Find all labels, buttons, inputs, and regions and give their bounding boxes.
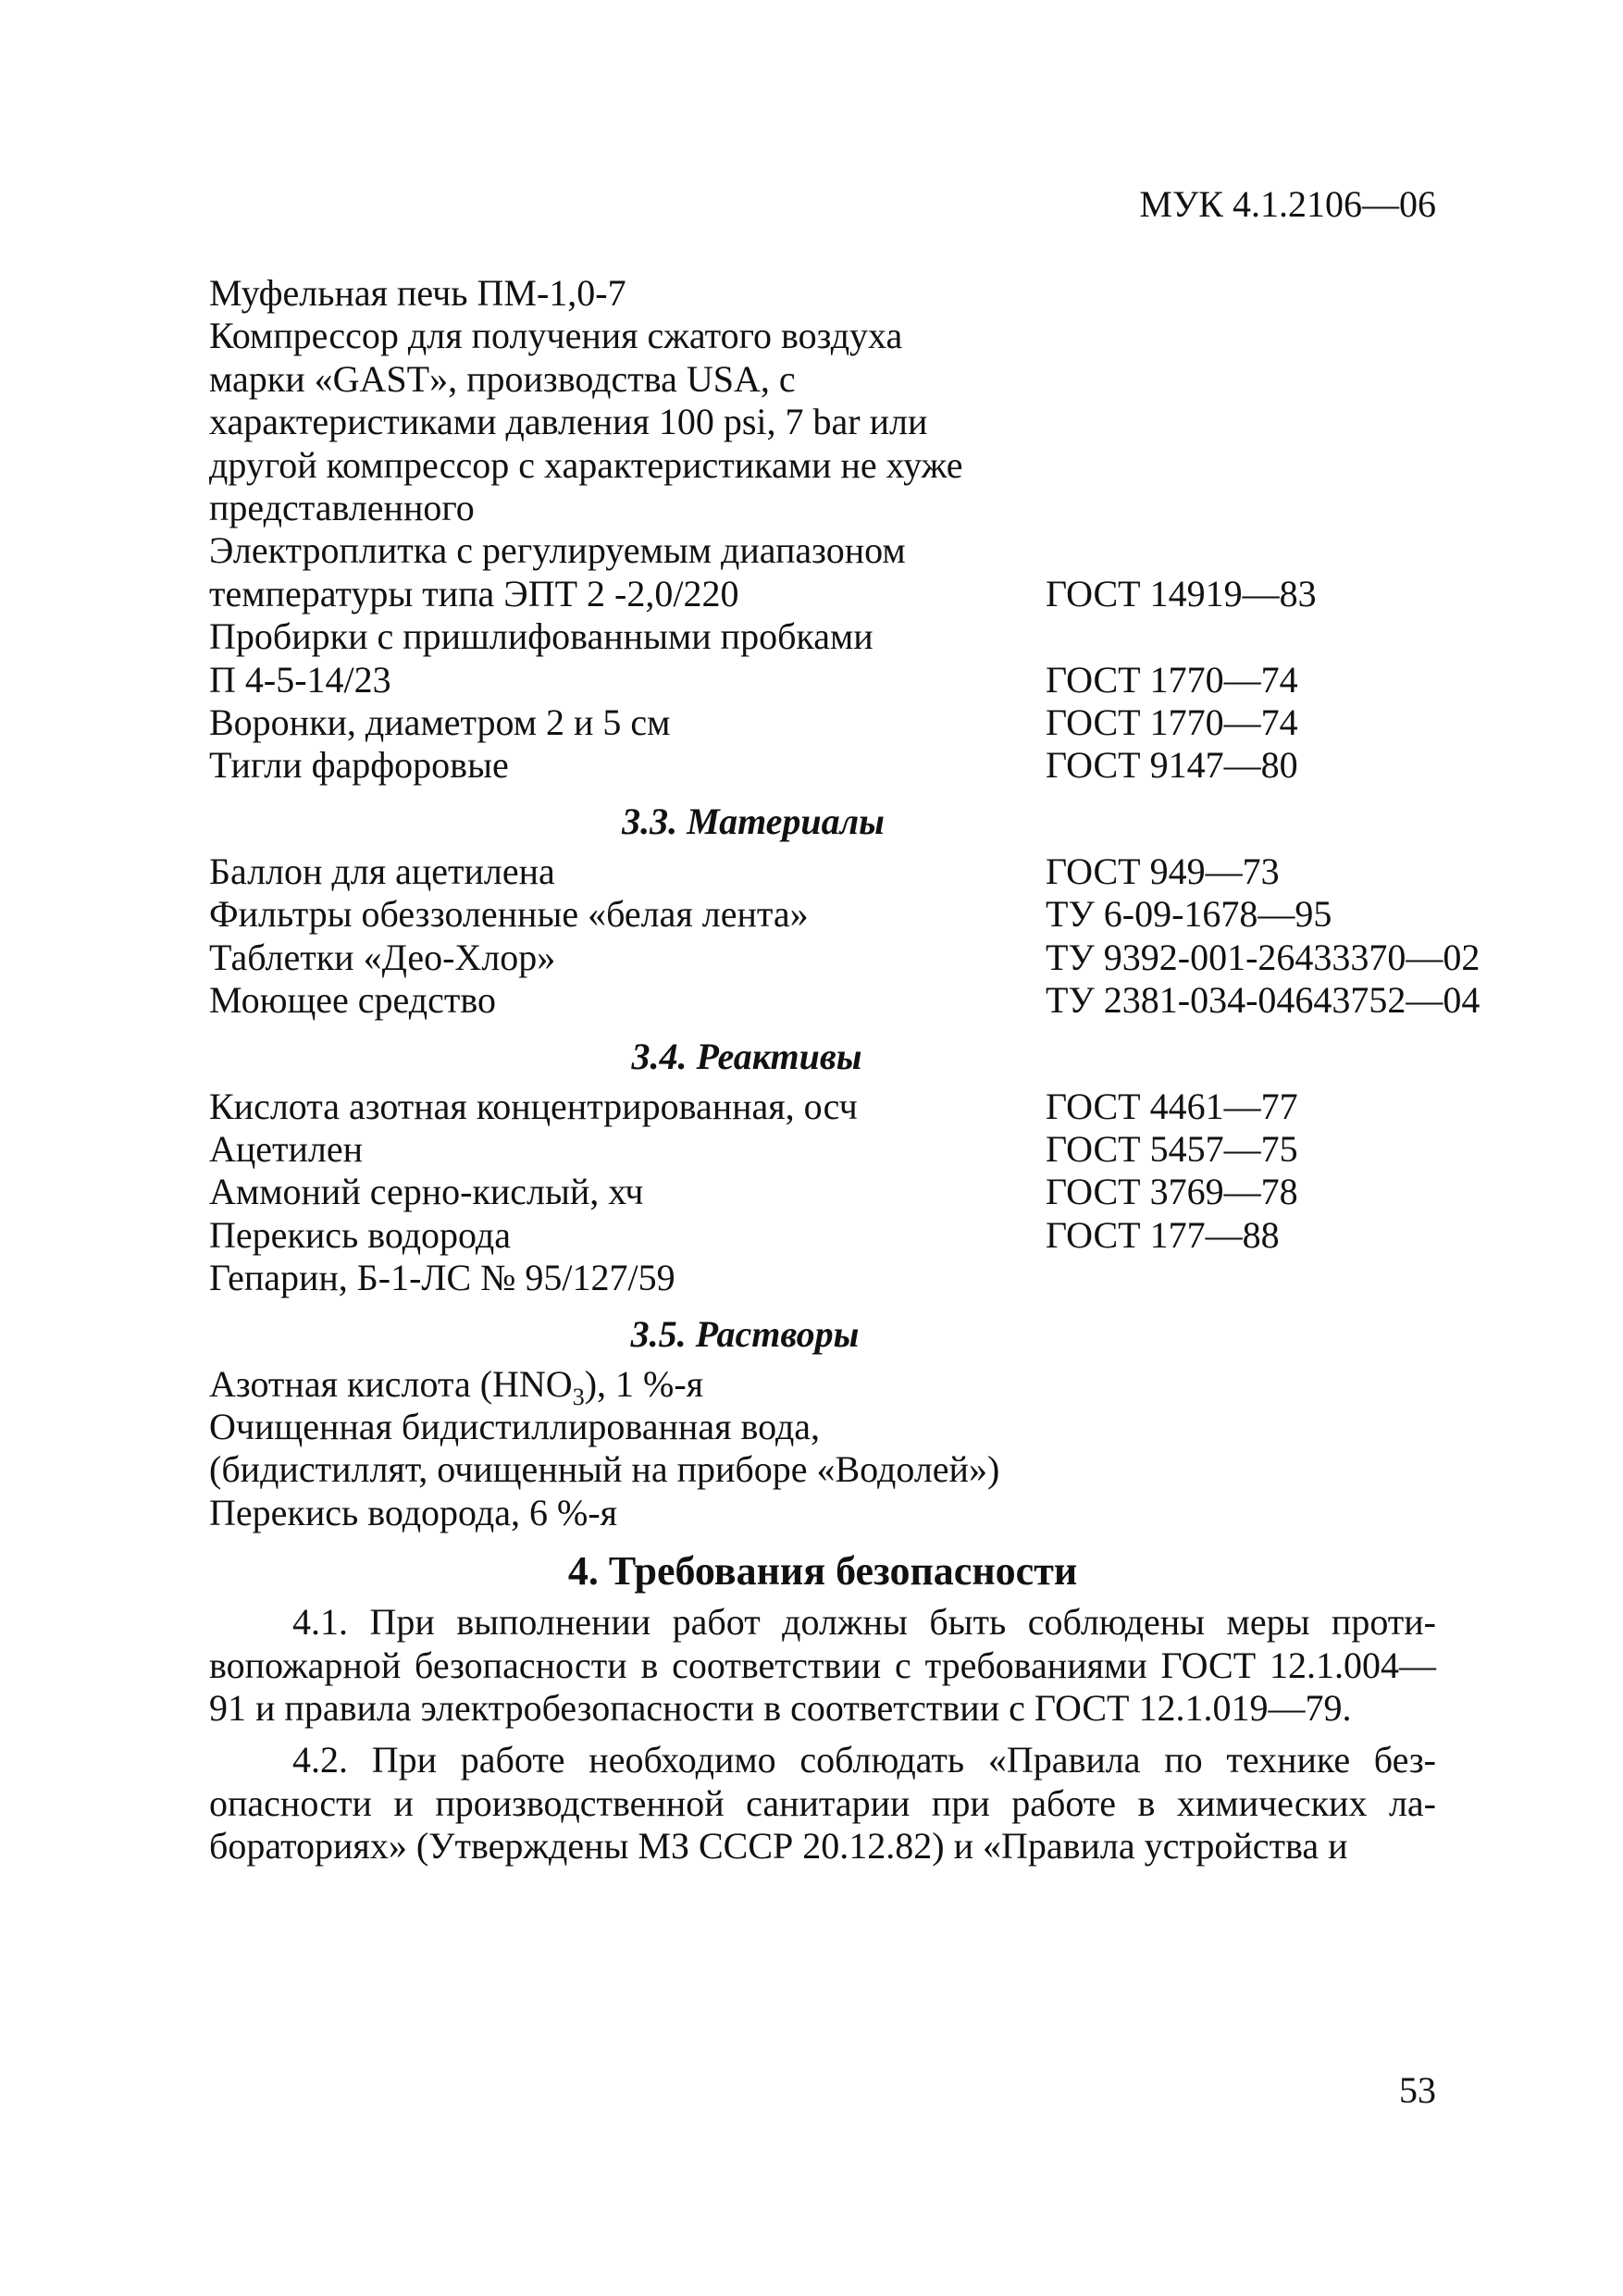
paragraph-text: 4.1. При выполнении работ должны быть соблюдены меры противопожарной безопасности в соответствии с требованиями ГОСТ 12.1.004—91 и правила электробезопасности в соответствии с ГОСТ 12.1.019—79.: [209, 1601, 1436, 1729]
page-number: 53: [1399, 2069, 1436, 2111]
solutions-list: [209, 1363, 1436, 1535]
list-item: [209, 315, 1436, 529]
materials-heading: 3.3. Материалы: [622, 800, 885, 842]
list-item: [209, 1214, 1436, 1257]
item-standard: ГОСТ 9147—80: [1046, 744, 1298, 787]
list-item: [209, 850, 1436, 893]
item-name: Муфельная печь ПМ-1,0-7: [209, 272, 626, 314]
nitric-acid-prefix: Азотная кислота (HNO: [209, 1362, 573, 1405]
item-name: Пробирки с пришлифованными пробками П 4-5-14/23: [209, 615, 873, 701]
list-item: [209, 1086, 1436, 1128]
list-item: (бидистиллят, очищенный на приборе «Водолей»): [209, 1448, 1000, 1491]
list-item: [209, 701, 1436, 744]
nitric-acid-suffix: ), 1 %-я: [584, 1362, 704, 1405]
list-item: [209, 1362, 1436, 1410]
item-name: Аммоний серно-кислый, хч: [209, 1171, 644, 1213]
item-name: Ацетилен: [209, 1127, 364, 1170]
list-item: [209, 1171, 1436, 1213]
item-name: Перекись водорода: [209, 1213, 511, 1256]
item-standard: ГОСТ 5457—75: [1046, 1127, 1298, 1170]
paragraph: [209, 1601, 1436, 1730]
item-name: Воронки, диаметром 2 и 5 см: [209, 701, 671, 744]
item-standard: ГОСТ 1770—74: [1046, 701, 1298, 744]
item-name: Тигли фарфоровые: [209, 744, 509, 787]
solutions-heading: 3.5. Растворы: [630, 1312, 860, 1355]
equipment-list: [209, 272, 1436, 788]
item-name: Баллон для ацетилена: [209, 850, 555, 892]
item-standard: ГОСТ 177—88: [1046, 1213, 1280, 1256]
item-name: Фильтры обеззоленные «белая лента»: [209, 893, 809, 936]
item-standard: ГОСТ 4461—77: [1046, 1085, 1298, 1127]
list-item: [209, 529, 1436, 615]
list-item: [209, 893, 1436, 936]
materials-list: [209, 850, 1481, 1023]
item-name: Моющее средство: [209, 979, 496, 1022]
nitric-acid-subscript: 3: [572, 1383, 585, 1410]
list-item: [209, 979, 1481, 1022]
list-item: [209, 1128, 1436, 1171]
page-content: [209, 272, 1481, 1868]
item-standard: ГОСТ 949—73: [1046, 850, 1280, 892]
list-item: Перекись водорода, 6 %-я: [209, 1491, 618, 1533]
document-code-header: МУК 4.1.2106—06: [1139, 183, 1436, 225]
item-name: Гепарин, Б-1-ЛС № 95/127/59: [209, 1257, 675, 1299]
list-item: [209, 615, 1436, 701]
list-item: [209, 936, 1481, 979]
item-standard: ТУ 2381-034-04643752—04: [1046, 979, 1481, 1022]
item-standard: ТУ 9392-001-26433370—02: [1046, 936, 1481, 978]
safety-heading: 4. Требования безопасности: [567, 1548, 1078, 1595]
item-standard: ТУ 6-09-1678—95: [1046, 893, 1332, 936]
list-item: [209, 272, 1436, 315]
item-name: Таблетки «Део-Хлор»: [209, 936, 556, 978]
item-name: Кислота азотная концентрированная, осч: [209, 1085, 858, 1127]
list-item: [209, 1257, 1436, 1299]
reagents-list: [209, 1086, 1436, 1300]
item-standard: ГОСТ 1770—74: [1046, 658, 1298, 701]
paragraph: [209, 1739, 1436, 1868]
reagents-heading: 3.4. Реактивы: [631, 1035, 862, 1077]
paragraph-text: 4.2. При работе необходимо соблюдать «Правила по технике безопасности и производственной санитарии при работе в химических лабораториях» (Утверждены МЗ СССР 20.12.82) и «Правила устройства и: [209, 1739, 1436, 1868]
list-item: Очищенная бидистиллированная вода,: [209, 1405, 821, 1447]
item-name: Компрессор для получения сжатого воздуха марки «GAST», производства USA, с характеристиками давления 100 psi, 7 bar или другой компрессор с характеристиками не хуже представленного: [209, 315, 963, 529]
list-item: [209, 744, 1436, 787]
item-standard: ГОСТ 14919—83: [1046, 572, 1317, 614]
item-name: Электроплитка с регулируемым диапазоном температуры типа ЭПТ 2 -2,0/220: [209, 529, 906, 614]
item-standard: ГОСТ 3769—78: [1046, 1171, 1298, 1213]
